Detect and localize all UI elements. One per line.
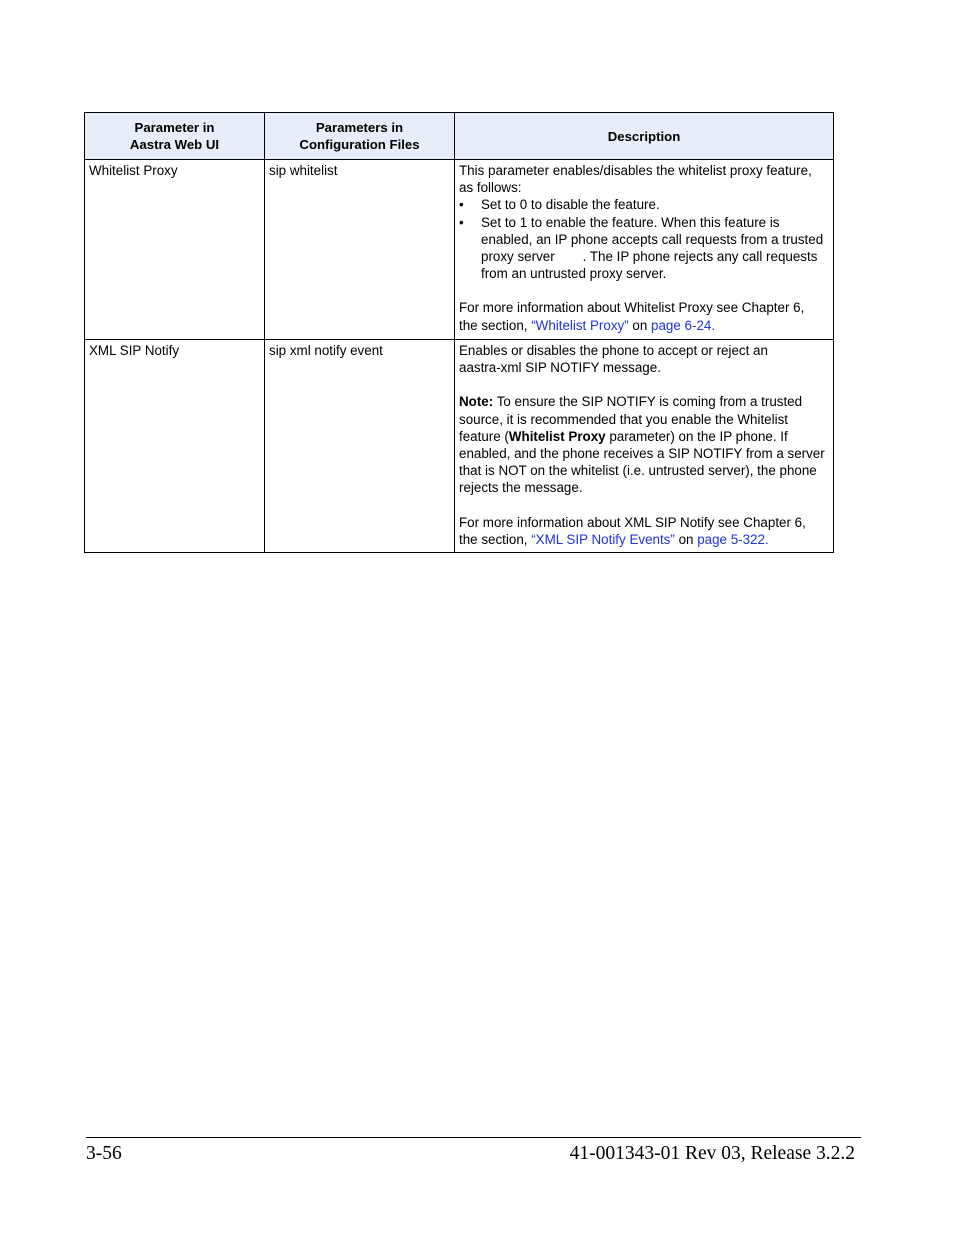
parameters-table bbox=[84, 112, 834, 553]
whitelist-proxy-link[interactable]: “Whitelist Proxy” bbox=[531, 317, 629, 333]
bullet-icon: • bbox=[459, 197, 464, 213]
desc-more-info: For more information about XML SIP Notify see Chapter 6, the section, “XML SIP Notify Events” on page 5-322. bbox=[459, 514, 806, 547]
page-number: 3-56 bbox=[86, 1143, 122, 1164]
document-id: 41-001343-01 Rev 03, Release 3.2.2 bbox=[569, 1143, 855, 1164]
footer-divider bbox=[86, 1137, 861, 1138]
desc-note: Note: To ensure the SIP NOTIFY is coming from a trusted source, it is recommended that you enable the Whitelist feature (Whitelist Proxy parameter) on the IP phone. If enabled, and the phone receives a SIP NOTIFY from a server that is NOT on the whitelist (i.e. untrusted server), the phone rejects the message. bbox=[459, 394, 825, 496]
header-web-ui: Parameter in Aastra Web UI bbox=[85, 113, 265, 160]
bullet-icon: • bbox=[459, 214, 464, 230]
note-label: Note: bbox=[459, 394, 494, 410]
table-row bbox=[85, 340, 834, 553]
page-5-322-link[interactable]: page 5-322. bbox=[697, 531, 769, 547]
note-bold-whitelist-proxy: Whitelist Proxy bbox=[508, 428, 606, 444]
header-description: Description bbox=[455, 113, 834, 160]
desc-more-info: For more information about Whitelist Proxy see Chapter 6, the section, “Whitelist Proxy” on page 6-24. bbox=[459, 300, 805, 333]
header-config-files: Parameters in Configuration Files bbox=[265, 113, 455, 160]
cell-web-ui: Whitelist Proxy bbox=[85, 160, 265, 340]
table-row bbox=[85, 160, 834, 340]
cell-config: sip whitelist bbox=[265, 160, 455, 340]
table-header-row bbox=[85, 113, 834, 160]
page-6-24-link[interactable]: page 6-24. bbox=[651, 317, 716, 333]
cell-description bbox=[455, 340, 834, 553]
cell-description bbox=[455, 160, 834, 340]
list-item: • Set to 0 to disable the feature. bbox=[459, 197, 660, 213]
xml-sip-notify-events-link[interactable]: “XML SIP Notify Events” bbox=[531, 531, 675, 547]
cell-web-ui: XML SIP Notify bbox=[85, 340, 265, 553]
bullet-list bbox=[459, 196, 828, 282]
cell-config: sip xml notify event bbox=[265, 340, 455, 553]
list-item: • Set to 1 to enable the feature. When this feature is enabled, an IP phone accepts call requests from a trusted proxy server . The IP phone rejects any call requests from an untrusted proxy server. bbox=[459, 214, 824, 282]
desc-intro: Enables or disables the phone to accept or reject an aastra-xml SIP NOTIFY message. bbox=[459, 343, 768, 376]
desc-intro: This parameter enables/disables the whitelist proxy feature, as follows: bbox=[459, 163, 812, 196]
